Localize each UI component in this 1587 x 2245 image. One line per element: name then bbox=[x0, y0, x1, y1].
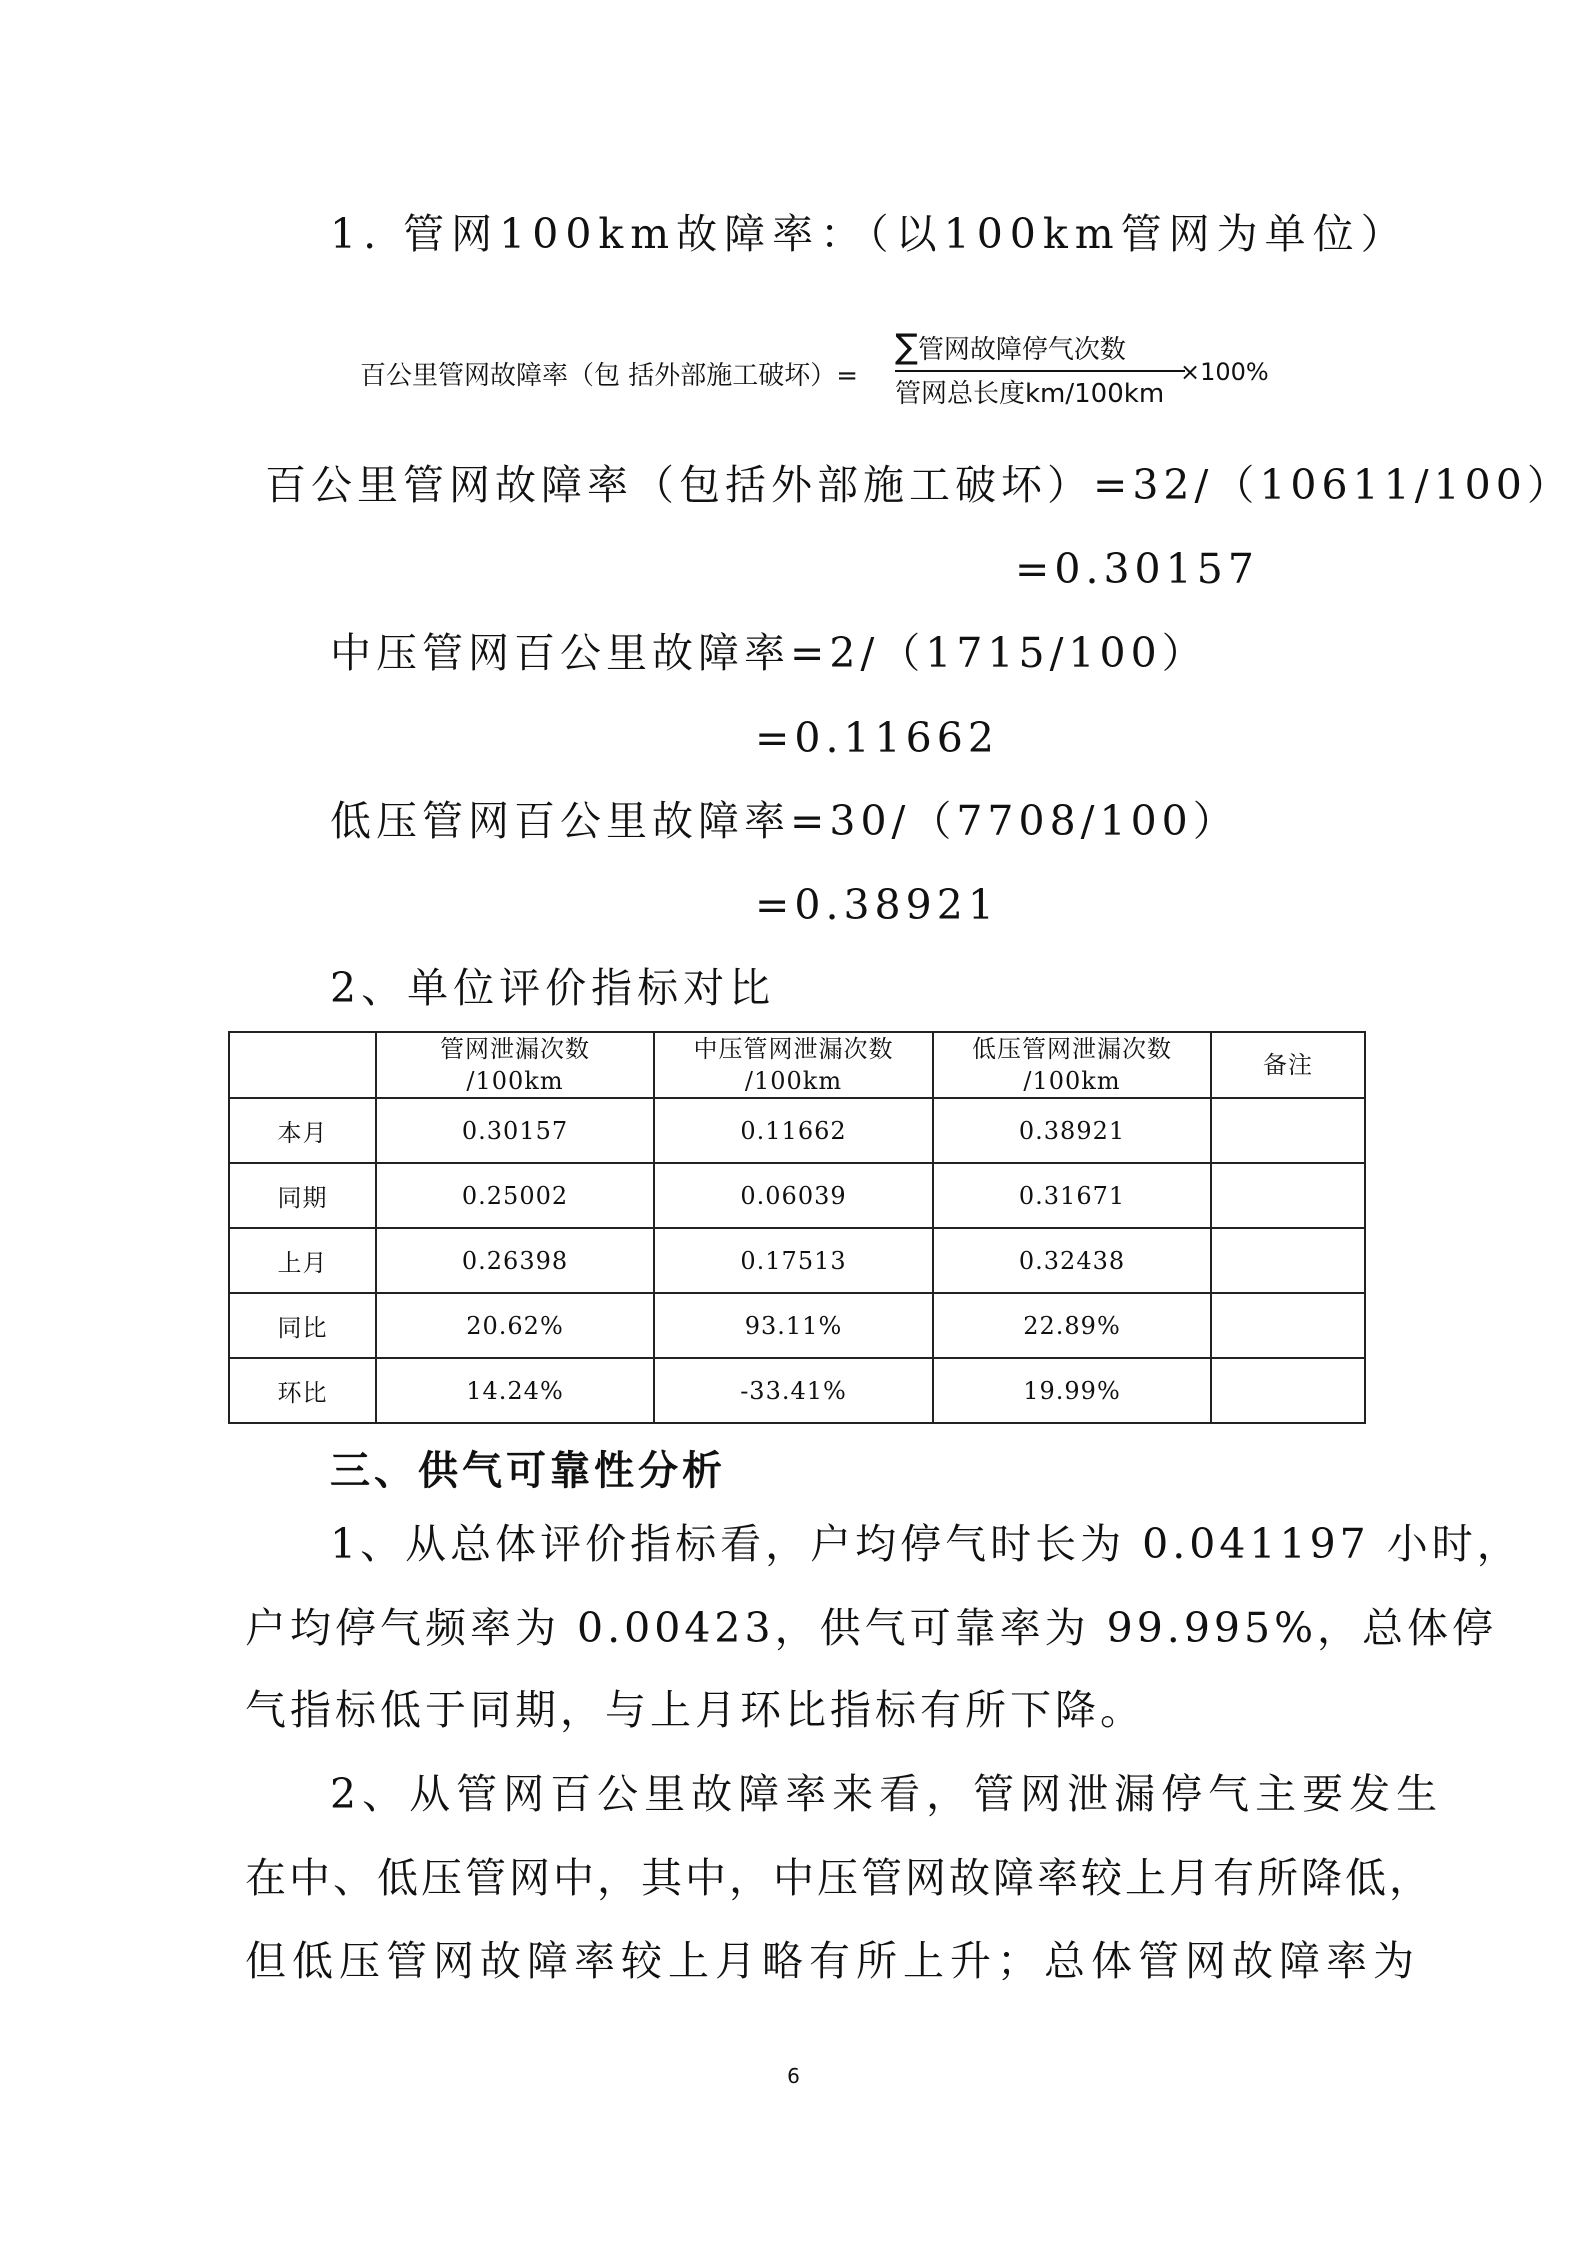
section2-title: 2、单位评价指标对比 bbox=[330, 964, 776, 1012]
table-cell: 0.31671 bbox=[933, 1163, 1211, 1228]
failure-rate-formula bbox=[360, 325, 1280, 415]
formula-denominator: 管网总长度km/100km bbox=[895, 379, 1165, 409]
formula-multiplier: ×100% bbox=[1180, 358, 1269, 386]
table-cell: 93.11% bbox=[654, 1293, 933, 1358]
row-label: 本月 bbox=[229, 1098, 376, 1163]
page-number: 6 bbox=[787, 2064, 800, 2088]
header-line: /100km bbox=[744, 1067, 843, 1095]
table-cell: 0.11662 bbox=[654, 1098, 933, 1163]
formula-lhs: 百公里管网故障率（包 括外部施工破坏）= bbox=[360, 361, 859, 391]
formula-numerator-text: 管网故障停气次数 bbox=[917, 335, 1126, 365]
low-rate-line2: =0.38921 bbox=[755, 881, 999, 929]
para2-line1: 2、从管网百公里故障率来看，管网泄漏停气主要发生 bbox=[330, 1770, 1444, 1818]
table-header-cell bbox=[229, 1032, 376, 1098]
table-cell: -33.41% bbox=[654, 1358, 933, 1423]
table-cell bbox=[1211, 1358, 1365, 1423]
para2-line2: 在中、低压管网中，其中，中压管网故障率较上月有所降低， bbox=[245, 1854, 1433, 1902]
header-line: /100km bbox=[466, 1067, 564, 1095]
mid-rate-line1: 中压管网百公里故障率=2/（1715/100） bbox=[330, 629, 1208, 677]
table-cell: 0.38921 bbox=[933, 1098, 1211, 1163]
total-rate-line2: =0.30157 bbox=[1015, 545, 1259, 593]
table-row bbox=[229, 1293, 1365, 1358]
header-line: /100km bbox=[1023, 1067, 1121, 1095]
formula-numerator bbox=[895, 327, 1126, 367]
low-rate-line1: 低压管网百公里故障率=30/（7708/100） bbox=[330, 797, 1239, 845]
table-cell: 22.89% bbox=[933, 1293, 1211, 1358]
table-header-cell bbox=[1211, 1032, 1365, 1098]
sigma-symbol: ∑ bbox=[895, 327, 918, 367]
header-line: 低压管网泄漏次数 bbox=[972, 1035, 1172, 1063]
table-row bbox=[229, 1163, 1365, 1228]
table-header-row bbox=[229, 1032, 1365, 1098]
table-cell: 20.62% bbox=[376, 1293, 654, 1358]
table-cell bbox=[1211, 1293, 1365, 1358]
para1-line2: 户均停气频率为 0.00423，供气可靠率为 99.995%，总体停 bbox=[245, 1604, 1498, 1652]
fraction-bar bbox=[895, 370, 1185, 372]
table-cell bbox=[1211, 1098, 1365, 1163]
table-cell: 0.17513 bbox=[654, 1228, 933, 1293]
table-cell: 14.24% bbox=[376, 1358, 654, 1423]
row-label: 同比 bbox=[229, 1293, 376, 1358]
table-cell: 0.06039 bbox=[654, 1163, 933, 1228]
total-rate-line1: 百公里管网故障率（包括外部施工破坏）=32/（10611/100） bbox=[265, 461, 1573, 509]
table-row bbox=[229, 1228, 1365, 1293]
row-label: 环比 bbox=[229, 1358, 376, 1423]
table-row bbox=[229, 1358, 1365, 1423]
row-label: 同期 bbox=[229, 1163, 376, 1228]
header-line: 管网泄漏次数 bbox=[440, 1035, 590, 1063]
table-row bbox=[229, 1098, 1365, 1163]
table-cell: 0.32438 bbox=[933, 1228, 1211, 1293]
para1-line3: 气指标低于同期，与上月环比指标有所下降。 bbox=[245, 1686, 1145, 1734]
table-cell: 0.25002 bbox=[376, 1163, 654, 1228]
header-line: 备注 bbox=[1263, 1051, 1313, 1079]
row-label: 上月 bbox=[229, 1228, 376, 1293]
indicator-comparison-table bbox=[228, 1031, 1366, 1424]
section1-title: 1. 管网100km故障率：（以100km管网为单位） bbox=[330, 210, 1409, 258]
table-header-cell bbox=[654, 1032, 933, 1098]
table-cell: 19.99% bbox=[933, 1358, 1211, 1423]
table-cell: 0.26398 bbox=[376, 1228, 654, 1293]
table-header-cell bbox=[376, 1032, 654, 1098]
header-line: 中压管网泄漏次数 bbox=[693, 1035, 894, 1063]
table-cell bbox=[1211, 1228, 1365, 1293]
section3-title: 三、供气可靠性分析 bbox=[330, 1448, 726, 1494]
table-cell bbox=[1211, 1163, 1365, 1228]
para2-line3: 但低压管网故障率较上月略有所上升；总体管网故障率为 bbox=[245, 1937, 1420, 1985]
table-header-cell bbox=[933, 1032, 1211, 1098]
mid-rate-line2: =0.11662 bbox=[755, 714, 999, 762]
table-cell: 0.30157 bbox=[376, 1098, 654, 1163]
para1-line1: 1、从总体评价指标看，户均停气时长为 0.041197 小时， bbox=[330, 1520, 1522, 1568]
